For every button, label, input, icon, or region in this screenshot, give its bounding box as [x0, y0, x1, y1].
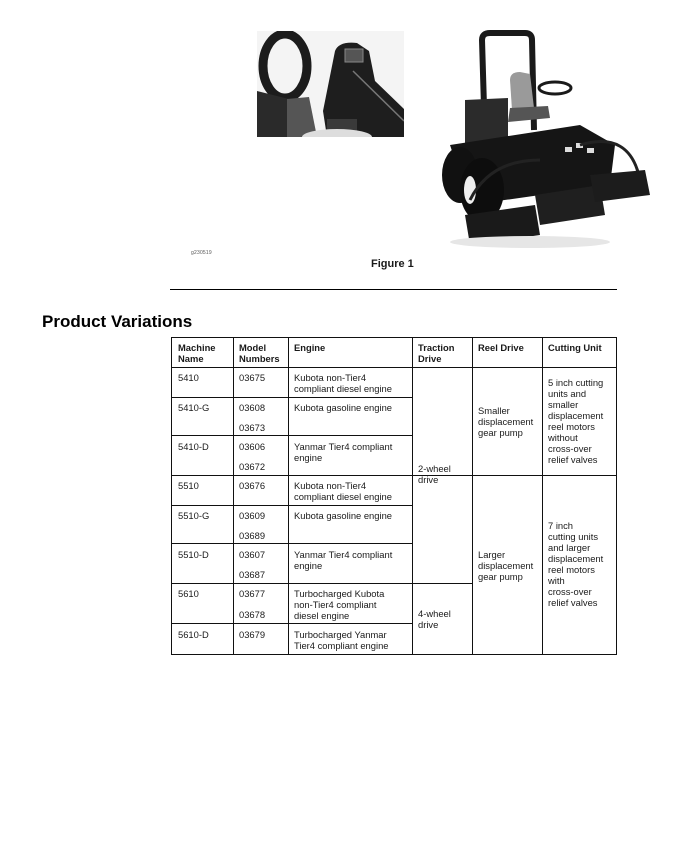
engine-text: Kubota non-Tier4: [294, 372, 367, 383]
table-bottom-border: [171, 654, 617, 655]
machine-name-cell: 5410-D: [178, 441, 209, 452]
model-number-cell: 03673: [239, 422, 266, 433]
engine-text: diesel engine: [294, 610, 350, 621]
machine-name-cell: 5510: [178, 480, 199, 491]
engine-cell: Kubota gasoline engine: [294, 510, 392, 521]
engine-text: compliant diesel engine: [294, 383, 392, 394]
engine-cell: [294, 372, 392, 394]
header-text: Name: [178, 353, 204, 364]
header-cutting-unit: Cutting Unit: [548, 342, 602, 353]
model-number-cell: 03689: [239, 530, 266, 541]
traction-drive-2wd: [418, 463, 451, 485]
model-number-cell: 03672: [239, 461, 266, 472]
header-text: Numbers: [239, 353, 280, 364]
engine-text: Tier4 compliant engine: [294, 640, 389, 651]
cutting-unit-text: and larger: [548, 542, 591, 553]
reel-drive-text: displacement: [478, 560, 534, 571]
header-model-numbers: [239, 342, 280, 364]
model-number-cell: 03609: [239, 510, 266, 521]
machine-name-cell: 5410-G: [178, 402, 210, 413]
model-number-cell: 03675: [239, 372, 266, 383]
header-text: Model: [239, 342, 267, 353]
figure-caption: Figure 1: [371, 258, 414, 270]
cutting-unit-text: reel motors: [548, 564, 595, 575]
traction-text: 2-wheel: [418, 463, 451, 474]
engine-text: Yanmar Tier4 compliant: [294, 441, 393, 452]
cutting-unit-text: with: [548, 575, 565, 586]
cutting-unit-text: reel motors: [548, 421, 595, 432]
cutting-unit-text: smaller: [548, 399, 579, 410]
engine-text: non-Tier4 compliant: [294, 599, 377, 610]
row-divider: [171, 543, 412, 544]
cutting-unit-text: cross-over: [548, 586, 592, 597]
model-number-cell: 03678: [239, 609, 266, 620]
cutting-unit-text: cutting units: [548, 531, 599, 542]
reel-mower-photo: [430, 30, 655, 250]
cutting-unit-text: 7 inch: [548, 520, 574, 531]
reel-drive-smaller: [478, 405, 533, 438]
cutting-unit-text: 5 inch cutting: [548, 377, 604, 388]
header-engine: Engine: [294, 342, 326, 353]
model-number-cell: 03679: [239, 629, 266, 640]
section-title: Product Variations: [42, 312, 193, 331]
row-divider: [171, 435, 412, 436]
engine-text: compliant diesel engine: [294, 491, 392, 502]
column-divider: [288, 337, 289, 655]
engine-cell: Kubota gasoline engine: [294, 402, 392, 413]
reel-drive-text: gear pump: [478, 571, 523, 582]
model-number-cell: 03608: [239, 402, 266, 413]
reel-drive-text: Smaller: [478, 405, 510, 416]
header-divider: [171, 367, 617, 368]
machine-name-cell: 5510-G: [178, 510, 210, 521]
row-divider: [171, 397, 412, 398]
cutting-unit-text: without: [548, 432, 578, 443]
reel-drive-text: gear pump: [478, 427, 523, 438]
machine-name-cell: 5510-D: [178, 549, 209, 560]
traction-text: drive: [418, 619, 439, 630]
cutting-unit-text: displacement: [548, 553, 604, 564]
table-border: [171, 337, 172, 655]
row-divider: [472, 475, 617, 476]
engine-cell: [294, 629, 389, 651]
engine-text: engine: [294, 560, 323, 571]
machine-name-cell: 5610: [178, 588, 199, 599]
cutting-unit-text: displacement: [548, 410, 604, 421]
row-divider: [171, 505, 412, 506]
traction-text: drive: [418, 474, 439, 485]
operator-console-photo: [257, 31, 404, 137]
engine-cell: [294, 549, 392, 571]
header-traction-drive: [418, 342, 454, 364]
model-number-cell: 03687: [239, 569, 266, 580]
reel-drive-larger: [478, 549, 533, 582]
table-border: [616, 337, 617, 655]
column-divider: [472, 337, 473, 655]
model-number-cell: 03677: [239, 588, 266, 599]
cutting-unit-7-inch: [548, 520, 603, 608]
cutting-unit-5-inch: [548, 377, 603, 465]
model-number-cell: 03607: [239, 549, 266, 560]
table-border: [171, 337, 617, 338]
engine-text: Turbocharged Yanmar: [294, 629, 387, 640]
product-variations-table: [171, 337, 617, 655]
reel-drive-text: displacement: [478, 416, 534, 427]
cutting-unit-text: relief valves: [548, 454, 598, 465]
header-reel-drive: Reel Drive: [478, 342, 524, 353]
column-divider: [412, 337, 413, 655]
header-text: Drive: [418, 353, 442, 364]
cutting-unit-text: relief valves: [548, 597, 598, 608]
column-divider: [542, 337, 543, 655]
model-number-cell: 03606: [239, 441, 266, 452]
row-divider: [171, 583, 472, 584]
engine-text: Turbocharged Kubota: [294, 588, 385, 599]
reel-drive-text: Larger: [478, 549, 506, 560]
model-number-cell: 03676: [239, 480, 266, 491]
traction-drive-4wd: [418, 608, 451, 630]
cutting-unit-text: cross-over: [548, 443, 592, 454]
traction-text: 4-wheel: [418, 608, 451, 619]
machine-name-cell: 5610-D: [178, 629, 209, 640]
engine-cell: [294, 441, 392, 463]
cutting-unit-text: units and: [548, 388, 587, 399]
engine-cell: [294, 480, 392, 502]
engine-text: Yanmar Tier4 compliant: [294, 549, 393, 560]
row-divider: [171, 623, 412, 624]
header-text: Machine: [178, 342, 216, 353]
figure-graphic-id: g230519: [191, 250, 212, 256]
engine-text: Kubota non-Tier4: [294, 480, 367, 491]
section-divider: [170, 289, 617, 290]
header-text: Traction: [418, 342, 455, 353]
machine-name-cell: 5410: [178, 372, 199, 383]
engine-text: engine: [294, 452, 323, 463]
header-machine-name: [178, 342, 216, 364]
engine-cell: [294, 588, 384, 621]
column-divider: [233, 337, 234, 655]
